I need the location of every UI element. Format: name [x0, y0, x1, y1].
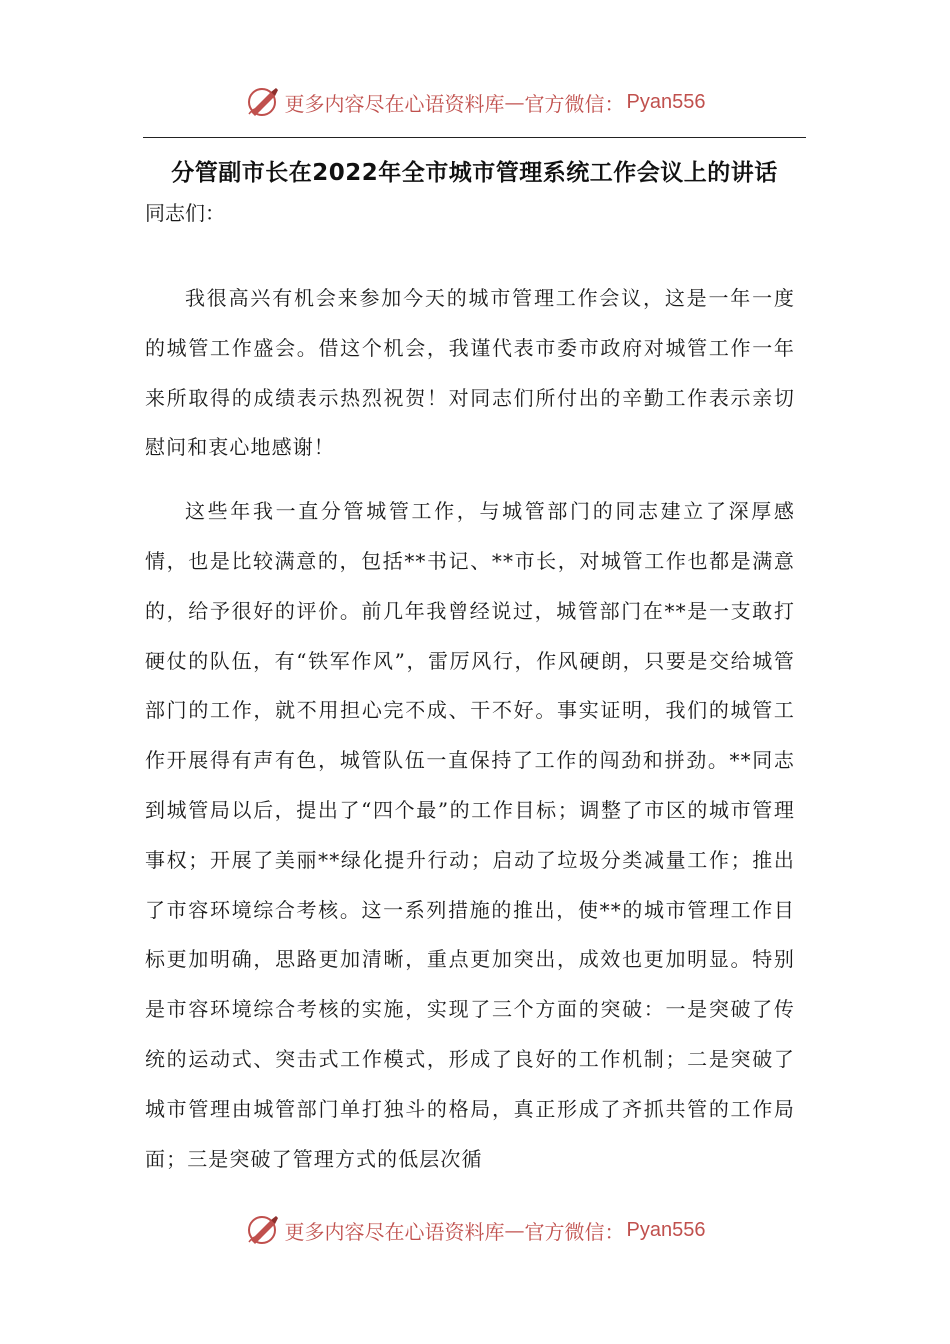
header-banner [0, 80, 950, 124]
banner-wechat-id: Pyan556 [626, 90, 706, 113]
pen-logo-icon [245, 1212, 281, 1248]
banner-official-label: 官方微信： [524, 1219, 625, 1244]
paragraph-2: 这些年我一直分管城管工作，与城管部门的同志建立了深厚感情，也是比较满意的，包括**书记、**市长，对城管工作也都是满意的，给予很好的评价。前几年我曾经说过，城管部门在**是一支敢打硬仗的队伍，有“铁军作风”，雷厉风行，作风硬朗，只要是交给城管部门的工作，就不用担心完不成、干不好。事实证明，我们的城管工作开展得有声有色，城管队伍一直保持了工作的闯劲和拼劲。**同志到城管局以后，提出了“四个最”的工作目标；调整了市区的城市管理事权；开展了美丽**绿化提升行动；启动了垃圾分类减量工作；推出了市容环境综合考核。这一系列措施的推出，使**的城市管理工作目标更加明确，思路更加清晰，重点更加突出，成效也更加明显。特别是市容环境综合考核的实施，实现了三个方面的突破：一是突破了传统的运动式、突击式工作模式，形成了良好的工作机制；二是突破了城市管理由城管部门单打独斗的格局，真正形成了齐抓共管的工作局面；三是突破了管理方式的低层次循 [145, 499, 795, 1171]
banner-separator: — [504, 1218, 525, 1242]
banner-wechat-id: Pyan556 [626, 1218, 706, 1241]
footer-banner [0, 1208, 950, 1252]
salutation: 同志们： [145, 201, 225, 225]
banner-slogan: 更多内容尽在心语资料库 [284, 91, 505, 116]
document-title: 分管副市长在2022年全市城市管理系统工作会议上的讲话 [171, 160, 778, 186]
pen-logo-icon [245, 84, 281, 120]
document-body [145, 188, 795, 1184]
header-divider [143, 137, 806, 138]
banner-official-label: 官方微信： [524, 91, 625, 116]
paragraph-1: 我很高兴有机会来参加今天的城市管理工作会议，这是一年一度的城管工作盛会。借这个机会，我谨代表市委市政府对城管工作一年来所取得的成绩表示热烈祝贺！对同志们所付出的辛勤工作表示亲切慰问和衷心地感谢！ [145, 286, 795, 460]
banner-slogan: 更多内容尽在心语资料库 [284, 1219, 505, 1244]
banner-separator: — [504, 90, 525, 114]
